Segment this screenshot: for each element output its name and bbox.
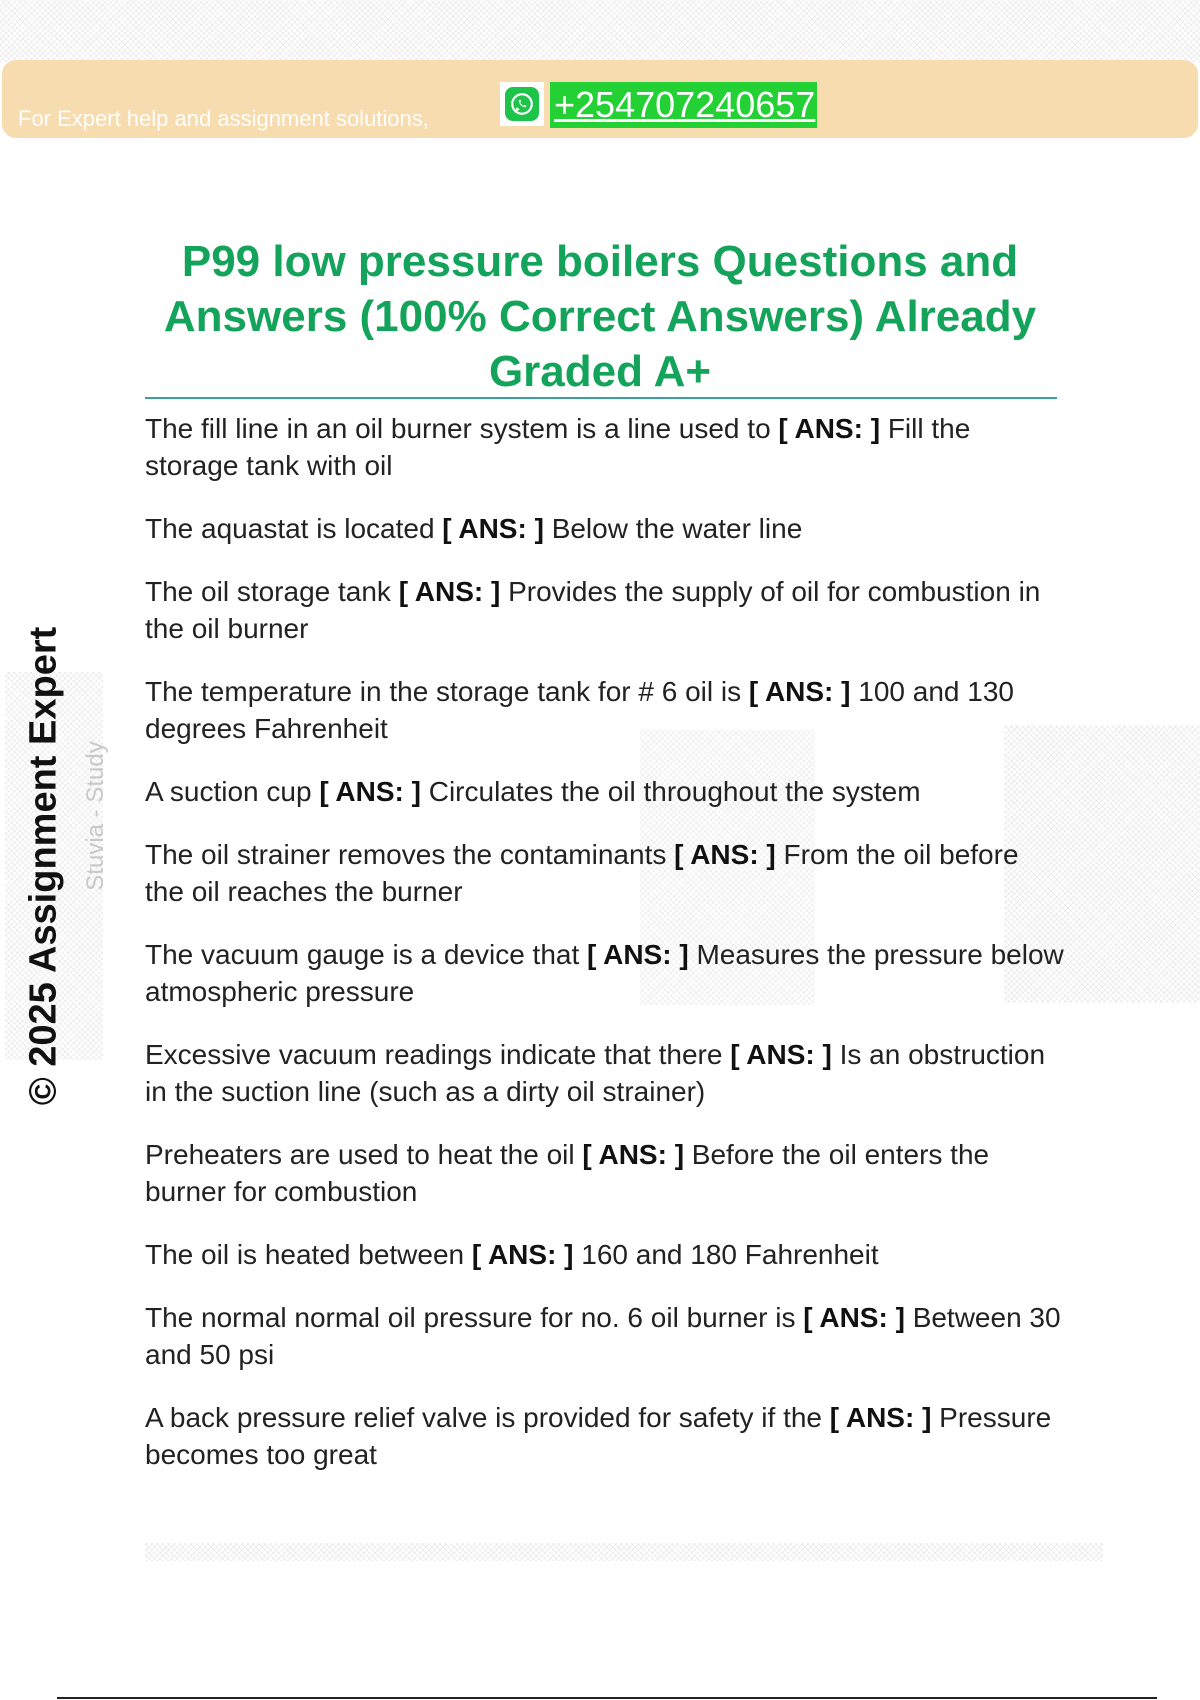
answer-text: Provides the supply of oil for combustion in the oil burner	[145, 576, 1041, 644]
qa-item	[145, 1236, 1065, 1273]
answer-text: Circulates the oil throughout the system	[428, 776, 921, 807]
ans-marker: [ ANS: ]	[471, 1239, 574, 1270]
qa-item	[145, 673, 1065, 747]
answer-text: Pressure becomes too great	[145, 1402, 1052, 1470]
ans-marker: [ ANS: ]	[674, 839, 776, 870]
qa-item	[145, 1299, 1065, 1373]
answer-text: 100 and 130 degrees Fahrenheit	[145, 676, 1014, 744]
qa-item	[145, 773, 1065, 810]
ans-marker: [ ANS: ]	[778, 413, 881, 444]
answer-text: Is an obstruction in the suction line (such as a dirty oil strainer)	[145, 1039, 1046, 1107]
question-text: The vacuum gauge is a device that	[145, 939, 580, 970]
qa-item	[145, 1036, 1065, 1110]
qa-item	[145, 936, 1065, 1010]
answer-text: Fill the storage tank with oil	[145, 413, 971, 481]
top-hatch-pattern	[0, 0, 1200, 62]
question-text: The fill line in an oil burner system is a line used to	[145, 413, 771, 444]
footer-line	[57, 1697, 1157, 1699]
bottom-hatch-divider	[145, 1543, 1103, 1561]
question-text: The aquastat is located	[145, 513, 435, 544]
qa-item	[145, 1136, 1065, 1210]
ans-marker: [ ANS: ]	[748, 676, 851, 707]
whatsapp-icon-wrap[interactable]	[500, 82, 544, 126]
ans-marker: [ ANS: ]	[582, 1139, 685, 1170]
watermark-faint-text: Stuvia - Study	[82, 741, 109, 891]
question-text: The oil is heated between	[145, 1239, 465, 1270]
question-text: The temperature in the storage tank for # 6 oil is	[145, 676, 742, 707]
ans-marker: [ ANS: ]	[319, 776, 421, 807]
qa-item	[145, 510, 1065, 547]
ans-marker: [ ANS: ]	[398, 576, 501, 607]
ans-marker: [ ANS: ]	[442, 513, 544, 544]
qa-item	[145, 573, 1065, 647]
answer-text: Below the water line	[551, 513, 803, 544]
phone-link[interactable]: +254707240657	[550, 82, 817, 128]
question-text: The oil strainer removes the contaminants	[145, 839, 667, 870]
answer-text: Between 30 and 50 psi	[145, 1302, 1061, 1370]
document-title: P99 low pressure boilers Questions and Answers (100% Correct Answers) Already Graded A+	[163, 237, 1037, 396]
answer-text: From the oil before the oil reaches the burner	[145, 839, 1019, 907]
whatsapp-icon	[505, 87, 539, 121]
ans-marker: [ ANS: ]	[829, 1402, 932, 1433]
watermark-copyright: © 2025 Assignment Expert	[22, 626, 65, 1106]
question-text: Preheaters are used to heat the oil	[145, 1139, 575, 1170]
ans-marker: [ ANS: ]	[730, 1039, 832, 1070]
answer-text: Measures the pressure below atmospheric pressure	[145, 939, 1064, 1007]
title-underline	[145, 397, 1057, 399]
qa-item	[145, 1399, 1065, 1473]
ans-marker: [ ANS: ]	[803, 1302, 905, 1333]
question-text: The normal normal oil pressure for no. 6 oil burner is	[145, 1302, 796, 1333]
answer-text: Before the oil enters the burner for combustion	[145, 1139, 990, 1207]
question-text: The oil storage tank	[145, 576, 391, 607]
qa-item	[145, 410, 1065, 484]
banner-text: For Expert help and assignment solutions,	[18, 106, 429, 131]
qa-item	[145, 836, 1065, 910]
qa-list	[145, 410, 1065, 1499]
answer-text: 160 and 180 Fahrenheit	[581, 1239, 879, 1270]
ans-marker: [ ANS: ]	[587, 939, 689, 970]
question-text: Excessive vacuum readings indicate that there	[145, 1039, 723, 1070]
question-text: A suction cup	[145, 776, 312, 807]
question-text: A back pressure relief valve is provided for safety if the	[145, 1402, 822, 1433]
